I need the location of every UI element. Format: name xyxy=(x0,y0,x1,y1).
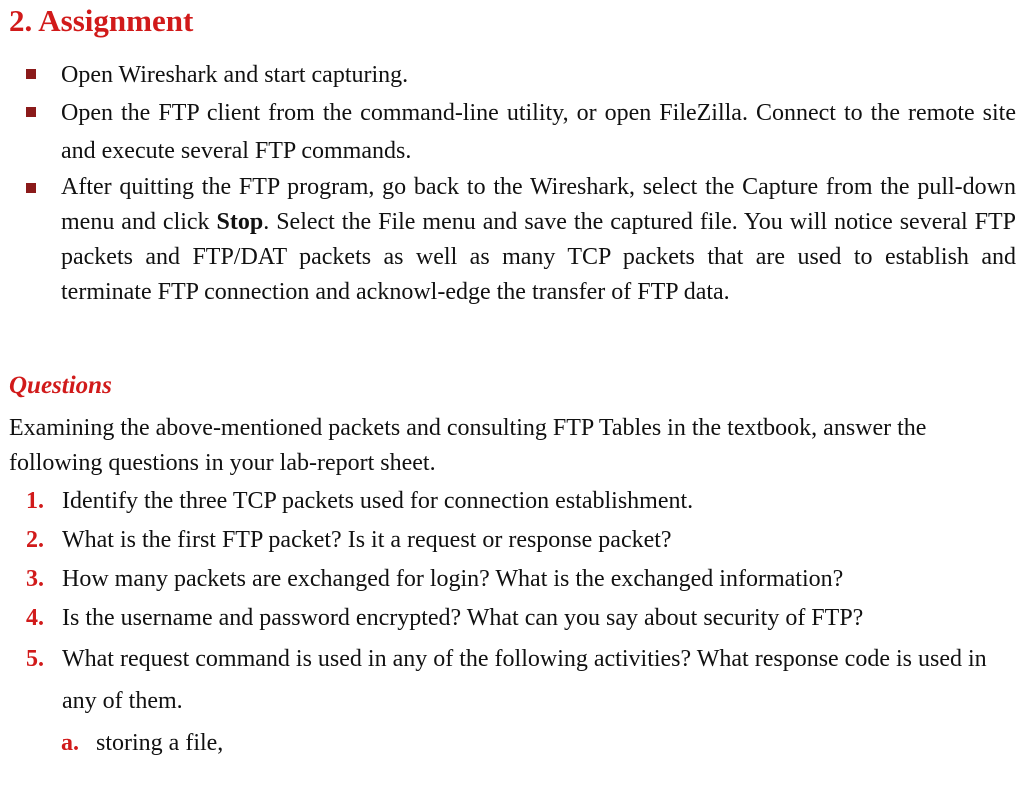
section-heading: 2. Assignment xyxy=(9,3,194,38)
step-text xyxy=(61,170,1016,310)
question-text: What is the first FTP packet? Is it a request or response packet? xyxy=(62,527,672,553)
question-text: Identify the three TCP packets used for connection establishment. xyxy=(62,488,694,514)
question-number: 2. xyxy=(26,527,44,553)
assignment-steps xyxy=(0,56,1024,310)
step-text: Open Wireshark and start capturing. xyxy=(61,62,409,88)
list-item xyxy=(0,94,1024,170)
step-text-start: After quitting the FTP program, go back to the Wireshark, select the Capture from the pull-down menu and click xyxy=(61,174,1016,235)
questions-intro: Examining the above-mentioned packets and consulting FTP Tables in the textbook, answer the following questions in your lab-report sheet. xyxy=(9,415,927,476)
questions-heading: Questions xyxy=(9,372,112,399)
step-text: Open the FTP client from the command-line utility, or open FileZilla. Connect to the remote site and execute several FTP commands. xyxy=(61,100,1016,164)
stop-emphasis: Stop xyxy=(216,209,264,235)
question-text: What request command is used in any of the following activities? What response code is used in any of them. xyxy=(62,646,987,714)
sub-question-text: storing a file, xyxy=(96,730,224,756)
question-text: How many packets are exchanged for login? What is the exchanged information? xyxy=(62,566,844,592)
question-item xyxy=(0,521,1024,559)
question-item xyxy=(0,638,1024,722)
sub-question-item xyxy=(0,723,1024,763)
question-number: 1. xyxy=(26,488,44,514)
question-text: Is the username and password encrypted? What can you say about security of FTP? xyxy=(62,605,864,631)
question-number: 5. xyxy=(26,646,44,672)
question-number: 4. xyxy=(26,605,44,631)
list-item xyxy=(0,170,1024,310)
question-item xyxy=(0,560,1024,598)
list-item xyxy=(0,56,1024,94)
question-item xyxy=(0,599,1024,637)
square-bullet-icon xyxy=(26,107,36,117)
step-text-end: . Select the File menu and save the captured file. You will notice several FTP packets and FTP/DAT packets as well as many TCP packets that are used to establish and terminate FTP connection and acknowl-edge the transfer of FTP data. xyxy=(61,209,1016,305)
question-list xyxy=(0,482,1024,763)
question-item xyxy=(0,482,1024,520)
square-bullet-icon xyxy=(26,69,36,79)
square-bullet-icon xyxy=(26,183,36,193)
question-number: 3. xyxy=(26,566,44,592)
sub-question-letter: a. xyxy=(61,730,79,756)
